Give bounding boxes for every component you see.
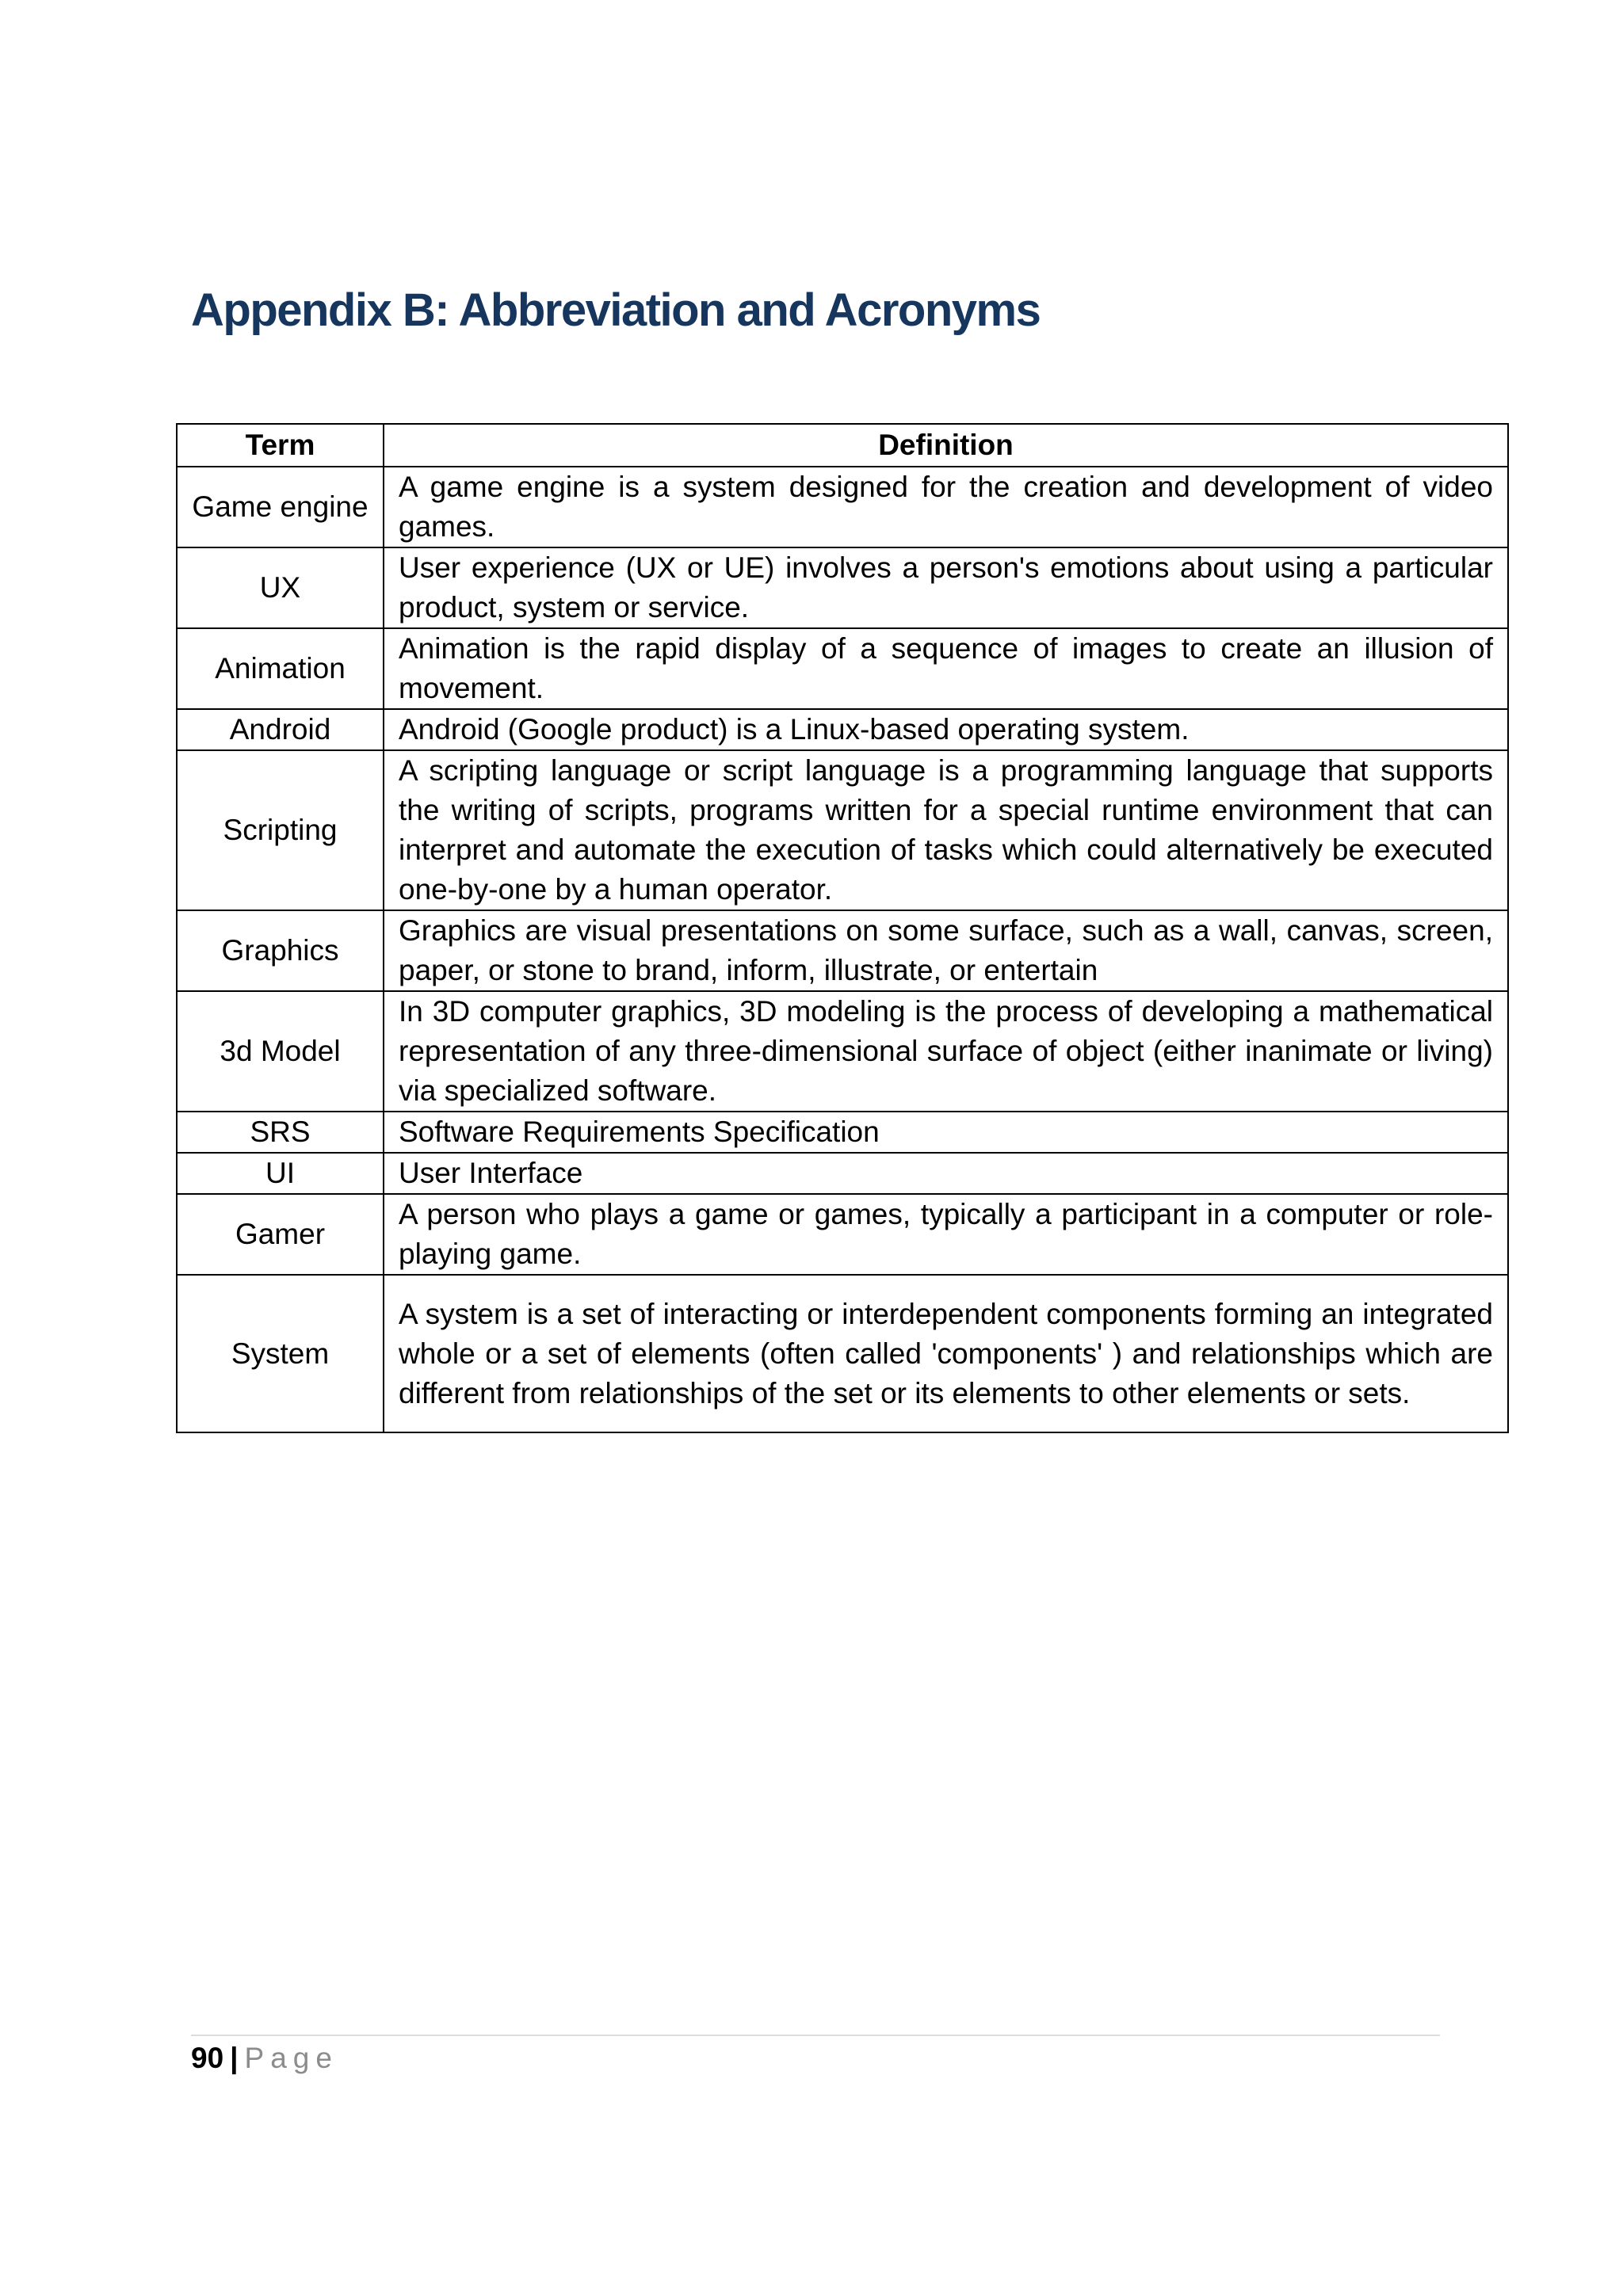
term-cell: Animation <box>177 628 384 709</box>
definition-cell: A scripting language or script language is a programming language that supports the writing of scripts, programs written for a special runtime environment that can interpret and automate the execution of tasks which could alternatively be executed one-by-one by a human operator. <box>384 750 1508 910</box>
term-cell: System <box>177 1275 384 1432</box>
page-label: Page <box>244 2042 338 2074</box>
table-row <box>177 1112 1508 1153</box>
definition-cell: Android (Google product) is a Linux-based operating system. <box>384 709 1508 750</box>
table-header-row <box>177 424 1508 467</box>
definition-cell: Animation is the rapid display of a sequence of images to create an illusion of movement. <box>384 628 1508 709</box>
term-cell: 3d Model <box>177 991 384 1112</box>
definition-cell: A person who plays a game or games, typically a participant in a computer or role-playing game. <box>384 1194 1508 1275</box>
term-cell: Scripting <box>177 750 384 910</box>
definition-cell: A game engine is a system designed for the creation and development of video games. <box>384 467 1508 547</box>
definition-cell: User experience (UX or UE) involves a person's emotions about using a particular product, system or service. <box>384 547 1508 628</box>
definition-cell: A system is a set of interacting or interdependent components forming an integrated whole or a set of elements (often called 'components' ) and relationships which are different from relationships of the set or its elements to other elements or sets. <box>384 1275 1508 1432</box>
footer-separator: | <box>230 2042 239 2074</box>
definition-cell: Graphics are visual presentations on some surface, such as a wall, canvas, screen, paper, or stone to brand, inform, illustrate, or entertain <box>384 910 1508 991</box>
term-cell: Graphics <box>177 910 384 991</box>
definition-cell: Software Requirements Specification <box>384 1112 1508 1153</box>
definition-cell: User Interface <box>384 1153 1508 1194</box>
abbreviation-table <box>176 423 1509 1433</box>
term-cell: SRS <box>177 1112 384 1153</box>
definition-cell: In 3D computer graphics, 3D modeling is the process of developing a mathematical representation of any three-dimensional surface of object (either inanimate or living) via specialized software. <box>384 991 1508 1112</box>
term-cell: Game engine <box>177 467 384 547</box>
term-cell: Gamer <box>177 1194 384 1275</box>
term-cell: Android <box>177 709 384 750</box>
table-row <box>177 547 1508 628</box>
column-header-definition: Definition <box>384 424 1508 467</box>
table-row <box>177 991 1508 1112</box>
table-row <box>177 467 1508 547</box>
page-title: Appendix B: Abbreviation and Acronyms <box>191 284 1041 336</box>
table-row <box>177 1275 1508 1432</box>
table-row <box>177 910 1508 991</box>
column-header-term: Term <box>177 424 384 467</box>
table-row <box>177 709 1508 750</box>
page-footer <box>191 2039 338 2078</box>
footer-divider <box>191 2035 1440 2036</box>
term-cell: UX <box>177 547 384 628</box>
table-row <box>177 1194 1508 1275</box>
table-row <box>177 1153 1508 1194</box>
table-row <box>177 750 1508 910</box>
table-row <box>177 628 1508 709</box>
term-cell: UI <box>177 1153 384 1194</box>
page-number: 90 <box>191 2042 224 2074</box>
